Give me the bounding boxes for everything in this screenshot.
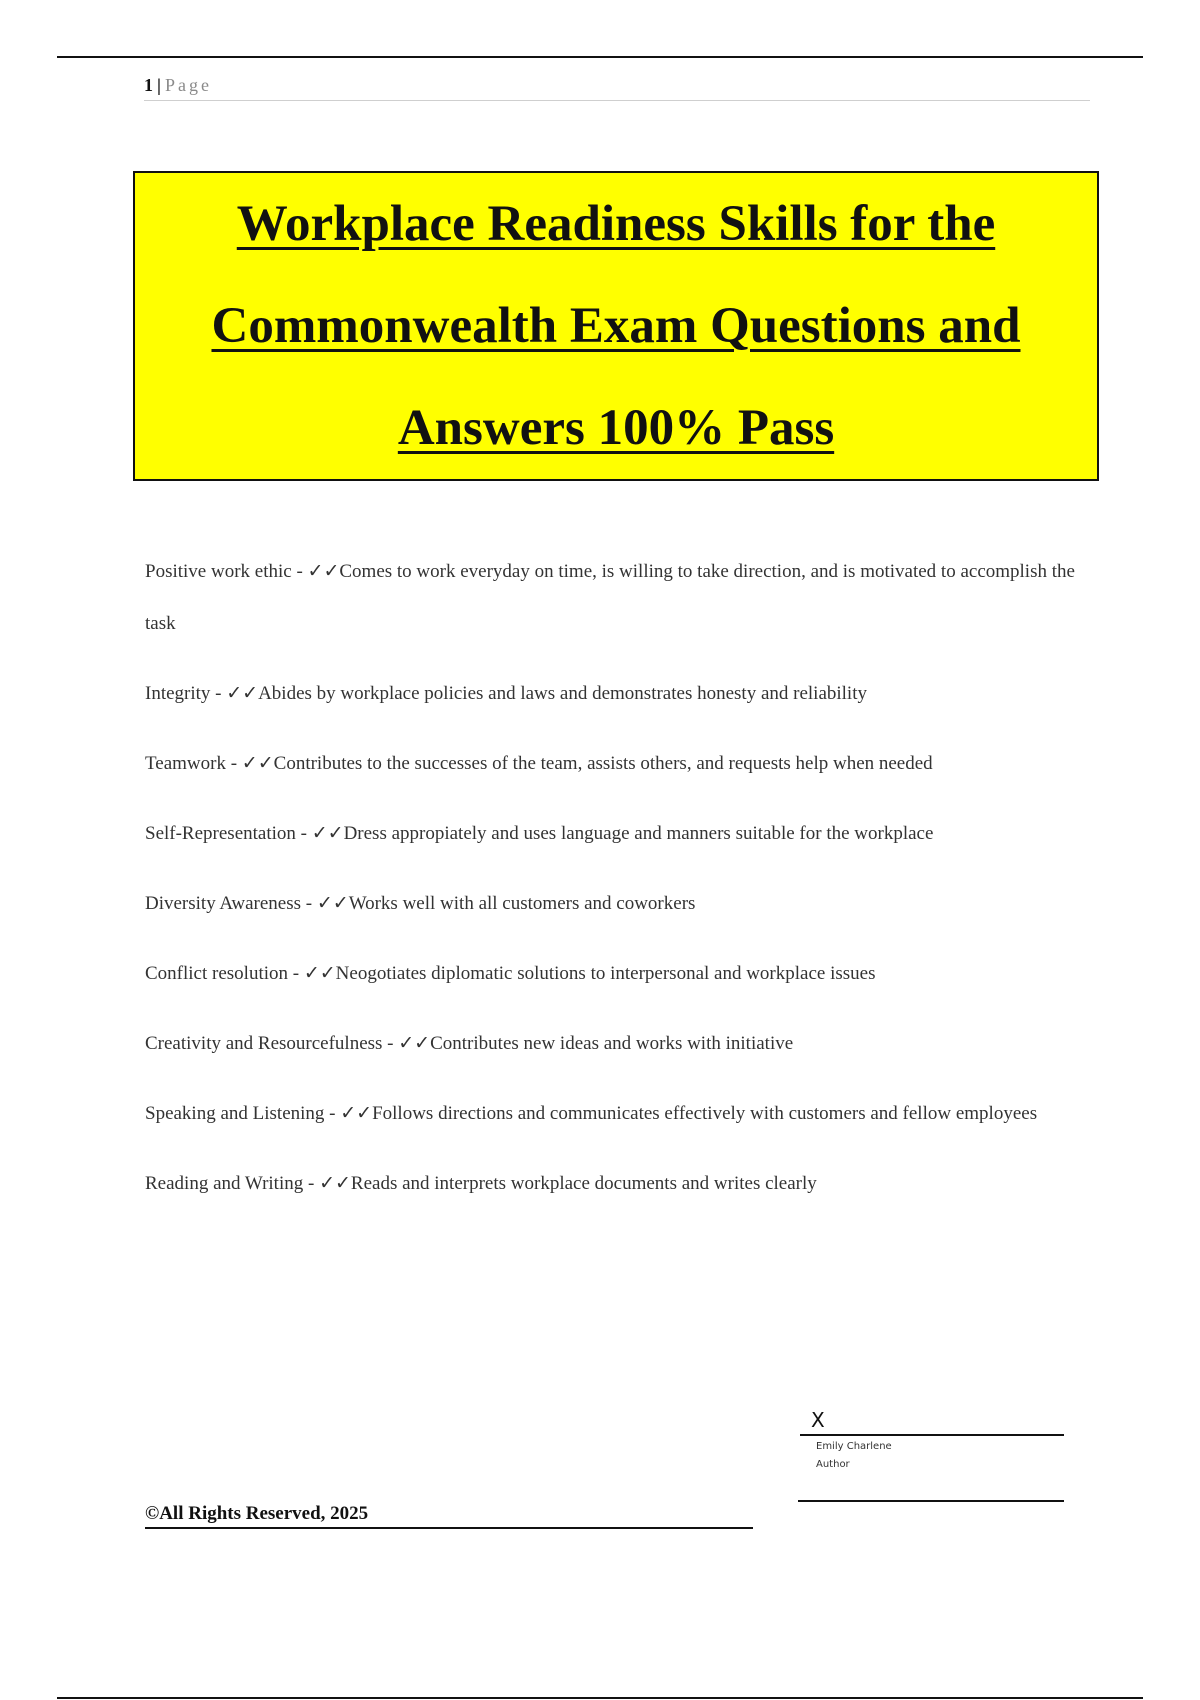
copyright-notice: ©All Rights Reserved, 2025 bbox=[145, 1501, 753, 1529]
signature-role: Author bbox=[816, 1459, 850, 1470]
qa-item-self-representation: Self-Representation - ✓✓Dress appropiately and uses language and manners suitable for the workplace bbox=[145, 823, 934, 844]
signature-line bbox=[800, 1434, 1064, 1436]
qa-item-teamwork: Teamwork - ✓✓Contributes to the successes of the team, assists others, and requests help when needed bbox=[145, 753, 933, 774]
qa-item-creativity: Creativity and Resourcefulness - ✓✓Contributes new ideas and works with initiative bbox=[145, 1033, 794, 1054]
qa-item-positive-work-ethic: Positive work ethic - ✓✓Comes to work everyday on time, is willing to take direction, and is motivated to accomplish the task bbox=[145, 561, 1075, 634]
signature-bottom-line bbox=[798, 1500, 1064, 1502]
qa-item-conflict-resolution: Conflict resolution - ✓✓Neogotiates diplomatic solutions to interpersonal and workplace issues bbox=[145, 963, 876, 984]
title-box bbox=[133, 171, 1099, 481]
page-label: Page bbox=[164, 75, 212, 95]
qa-item-diversity-awareness: Diversity Awareness - ✓✓Works well with all customers and coworkers bbox=[145, 893, 696, 914]
qa-list bbox=[145, 546, 1095, 1228]
page-bottom-rule bbox=[57, 1697, 1143, 1699]
signature-block bbox=[800, 1408, 1064, 1474]
document-title: Workplace Readiness Skills for the Commonwealth Exam Questions and Answers 100% Pass bbox=[211, 196, 1021, 456]
qa-item-speaking-listening: Speaking and Listening - ✓✓Follows directions and communicates effectively with customers and fellow employees bbox=[145, 1103, 1038, 1124]
page-separator: | bbox=[157, 75, 161, 95]
page-header bbox=[144, 72, 1090, 101]
qa-item-integrity: Integrity - ✓✓Abides by workplace policies and laws and demonstrates honesty and reliability bbox=[145, 683, 867, 704]
qa-item-reading-writing: Reading and Writing - ✓✓Reads and interprets workplace documents and writes clearly bbox=[145, 1173, 817, 1194]
page-number: 1 bbox=[144, 75, 153, 95]
signature-name: Emily Charlene bbox=[816, 1441, 892, 1452]
page-top-rule bbox=[57, 56, 1143, 58]
signature-mark: X bbox=[811, 1408, 825, 1432]
